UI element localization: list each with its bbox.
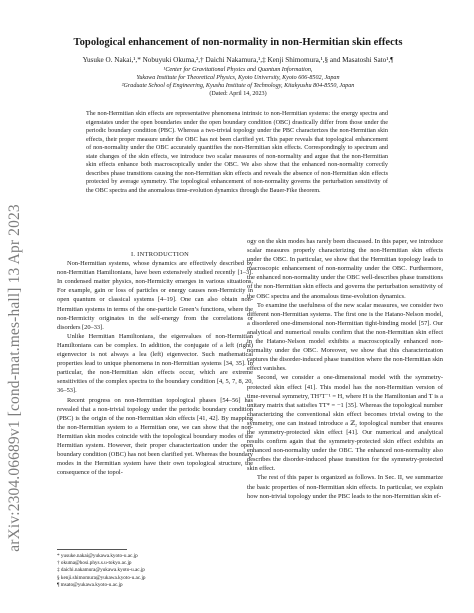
footnote-email[interactable]: ‡ daichi.nakamura@yukawa.kyoto-u.ac.jp bbox=[57, 567, 145, 574]
footnotes bbox=[57, 549, 247, 589]
footnote-email[interactable]: * yusuke.nakai@yukawa.kyoto-u.ac.jp bbox=[57, 553, 138, 559]
footnote-rule bbox=[57, 549, 127, 550]
author-list: Yusuke O. Nakai,¹,* Nobuyuki Okuma,²,† Daichi Nakamura,¹,‡ Kenji Shimomura,¹,§ and Masatoshi Sato¹,¶ bbox=[82, 55, 394, 64]
footnote-email[interactable]: § kenji.shimomura@yukawa.kyoto-u.ac.jp bbox=[57, 574, 146, 581]
abstract: The non-Hermitian skin effects are representative phenomena intrinsic to non-Hermitian systems: the energy spectra and eigenstates under the open boundaries under the open boundary condition (OBC) drastically differ from those under the periodic boundary condition (PBC). Whereas a two-trivial topology under the PBC characterizes the non-Hermitian skin effects, their proper measure under the OBC has not been clarified yet. This paper reveals that topological enhancement of non-normality under the OBC accurately quantifies the non-Hermitian skin effects. Correspondingly to spectrum and state changes of the skin effects, we introduce two scalar measures of non-normality and argue that the non-Hermitian skin effects enhance both macroscopically under the OBC. We also show that the enhanced non-normality correctly describes phase transitions causing the non-Hermitian skin effects and reveals the absence of non-Hermitian skin effects protected by average symmetry. The topological enhancement of non-normality governs the perturbation sensitivity of the OBC spectra and the anomalous time-evolution dynamics through the Bauer-Fike theorem. bbox=[86, 110, 388, 194]
footnote-email[interactable]: ¶ msato@yukawa.kyoto-u.ac.jp bbox=[57, 581, 123, 588]
arxiv-stamp-text: arXiv:2304.06689v1 [cond-mat.mes-hall] 13 Apr 2023 bbox=[6, 204, 24, 552]
left-paragraph-3: Recent progress on non-Hermitian topological phases [54–56] has revealed that a non-trivial topology under the periodic boundary condition (PBC) is the origin of the non-Hermitian skin effects [41, 42]. By mapping the non-Hermitian system to a Hermitian one, we can show that the non-Hermitian skin modes coincide with the topological boundary modes of the Hermitian system. However, their proper characterization under the open boundary condition (OBC) has not been clarified yet. Whereas the boundary modes in the Hermitian system have their own topological structure, the consequence of the topol- bbox=[57, 396, 253, 477]
footnote-email[interactable]: † okuma@hosi.phys.s.u-tokyo.ac.jp bbox=[57, 560, 132, 567]
arxiv-stamp bbox=[4, 178, 26, 578]
right-paragraph-2: To examine the usefulness of the new scalar measures, we consider two different non-Hermitian systems. The first one is the Hatano-Nelson model, a disordered one-dimensional non-Hermitian tight-binding model [57]. Our analytical and numerical results confirm that the non-Hermitian skin effect in the Hatano-Nelson model exhibits a macroscopically enhanced non-normality under the OBC. Moreover, we show that this characterization captures the disorder-induced phase transition where the non-Hermitian skin effect vanishes. bbox=[247, 301, 443, 373]
right-column bbox=[247, 237, 443, 501]
affiliation-2: ²Graduate School of Engineering, Kyushu Institute of Technology, Kitakyushu 804-8550, Japan bbox=[121, 82, 355, 89]
paper-header bbox=[34, 37, 442, 99]
right-paragraph-3: Second, we consider a one-dimensional model with the symmetry-protected skin effect [41]. This model has the non-Hermitian version of time-reversal symmetry, THᵀT⁻¹ = H, where H is the Hamiltonian and T is a unitary matrix that satisfies TT* = −1 [35]. Whereas the topological number characterizing the conventional skin effect becomes trivial owing to the symmetry, one can instead introduce a ℤ₂ topological number that ensures the symmetry-protected skin effect [41]. Our numerical and analytical results confirm again that the symmetry-protected skin effect exhibits an enhanced non-normality under the OBC. The enhanced non-normality also describes the disorder-induced phase transition for the symmetry-protected skin effect. bbox=[247, 374, 443, 473]
paper-title: Topological enhancement of non-normality in non-Hermitian skin effects bbox=[73, 37, 403, 48]
section-heading-introduction: I. INTRODUCTION bbox=[130, 251, 190, 258]
left-paragraph-1: Non-Hermitian systems, whose dynamics are effectively described by non-Hermitian Hamiltonians, have been extensively studied recently [1–3]. In condensed matter physics, non-Hermicity emerges in various situations. For example, gain or loss of particles or energy causes non-Hermicity in open quantum or classical systems [4–19]. One can also obtain non-Hermitian systems in terms of the one-particle Green’s functions, where the non-Hermicity originates in the self-energy from the correlations or disorders [20–33]. bbox=[57, 260, 253, 331]
affiliation-1b: Yukawa Institute for Theoretical Physics, Kyoto University, Kyoto 606-8502, Japan bbox=[136, 74, 340, 81]
right-paragraph-4: The rest of this paper is organized as follows. In Sec. II, we summarize the basic properties of non-Hermitian skin effects. In particular, we explain how non-trivial topology under the PBC leads to the non-Hermitian skin ef- bbox=[247, 474, 443, 500]
affiliation-1: ¹Center for Gravitational Physics and Quantum Information, bbox=[163, 66, 313, 73]
right-paragraph-1: ogy on the skin modes has rarely been discussed. In this paper, we introduce scalar measures properly characterizing the non-Hermitian skin effects under the OBC. In particular, we show that the Hermitian topology leads to macroscopic enhancement of non-normality under the OBC. Furthermore, the enhanced non-normality under the OBC well-describes phase transitions of the non-Hermitian skin effects and governs the perturbation sensitivity of the OBC spectra and the anomalous time-evolution dynamics. bbox=[247, 238, 443, 300]
left-paragraph-2: Unlike Hermitian Hamiltonians, the eigenvalues of non-Hermitian Hamiltonians can be complex. In addition, the conjugate of a left (right) eigenvector is not always a lea (left) eigenvector. Such mathematical properties lead to unique phenomena in non-Hermitian systems [34, 35]. In particular, the non-Hermitian skin effects occur, which are extreme sensitivities of the complex spectra to the boundary condition [4, 5, 7, 8, 20, 36–53]. bbox=[57, 332, 253, 395]
left-column bbox=[57, 250, 253, 477]
dated-line: (Dated: April 14, 2023) bbox=[209, 91, 267, 98]
